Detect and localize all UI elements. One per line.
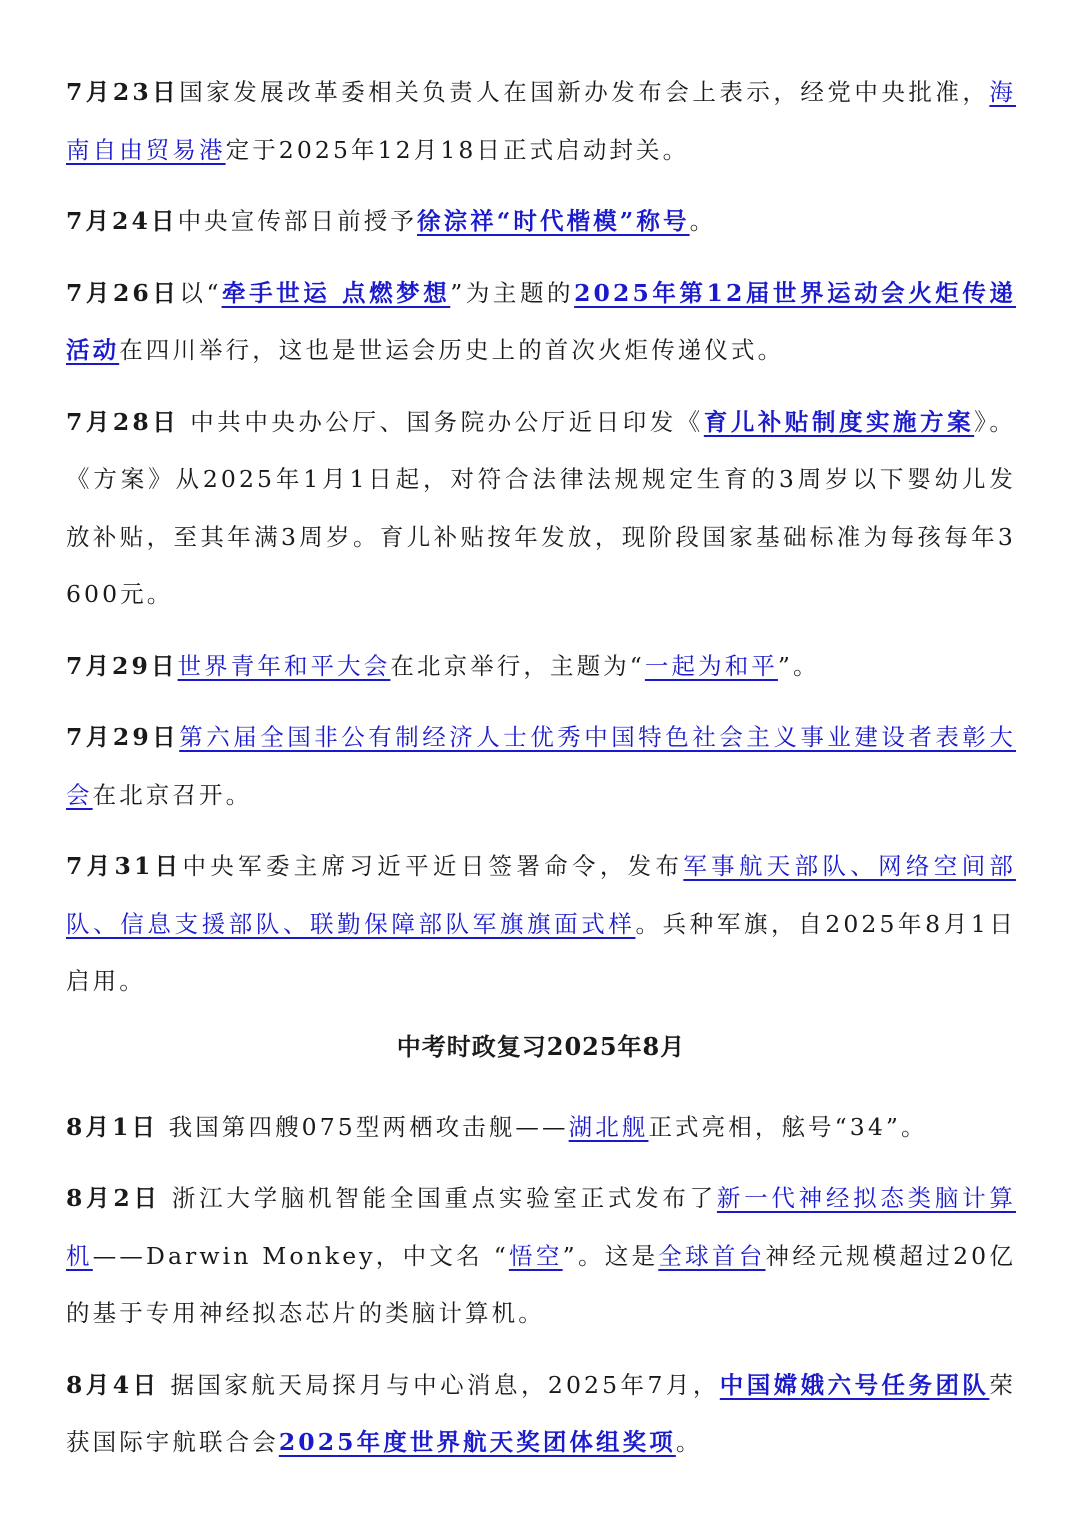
news-date: 7月29日	[66, 651, 178, 680]
news-text: 在四川举行，这也是世运会历史上的首次火炬传递仪式。	[119, 336, 785, 364]
keyword-link[interactable]: 世界青年和平大会	[177, 651, 391, 680]
news-paragraph-aug4	[66, 1357, 1016, 1472]
keyword-link[interactable]: 第六届全国非公有制经济人士优秀中国特色社会主义事业建设者表彰大会	[66, 723, 1016, 809]
news-date: 7月26日	[66, 278, 180, 307]
news-text: 中央军委主席习近平近日签署命令，发布	[182, 852, 684, 880]
news-text: 。兵种军旗，自2025年8月1日启用。	[66, 909, 1016, 995]
keyword-link[interactable]: 徐淙祥“时代楷模”称号	[416, 207, 690, 235]
news-text: 》。《方案》从2025年1月1日起，对符合法律法规规定生育的3周岁以下婴幼儿发放补贴，至其年满3周岁。育儿补贴按年发放，现阶段国家基础标准为每孩每年3600元。	[66, 407, 1017, 608]
news-date: 7月29日	[66, 723, 180, 751]
keyword-link[interactable]: 2025年度世界航天奖团体组奖项	[278, 1428, 676, 1456]
news-text: ——Darwin Monkey，中文名 “	[92, 1241, 509, 1270]
news-date: 7月31日	[66, 852, 183, 880]
news-text: ”。	[777, 651, 820, 680]
august-news-section	[66, 1099, 1016, 1472]
news-text: 定于2025年12月18日正式启动封关。	[225, 135, 690, 164]
news-text: 中共中央办公厅、国务院办公厅近日印发《	[179, 407, 704, 436]
news-paragraph-jul29b	[66, 709, 1016, 824]
news-text: 国家发展改革委相关负责人在国新办发布会上表示，经党中央批准，	[179, 78, 990, 106]
keyword-link[interactable]: 军事航天部队、网络空间部队、信息支援部队、联勤保障部队军旗旗面式样	[66, 852, 1017, 938]
news-paragraph-jul29a	[66, 638, 1016, 696]
news-paragraph-jul23	[66, 64, 1016, 179]
news-text: 在北京举行，主题为“	[390, 651, 645, 680]
news-text: 神经元规模超过20亿的基于专用神经拟态芯片的类脑计算机。	[66, 1241, 1016, 1327]
keyword-link[interactable]: 悟空	[508, 1241, 563, 1270]
news-text: 我国第四艘075型两栖攻击舰——	[158, 1112, 569, 1141]
section-heading: 中考时政复习2025年8月	[396, 1031, 686, 1061]
news-text: 正式亮相，舷号“34”。	[648, 1112, 928, 1141]
keyword-link[interactable]: 中国嫦娥六号任务团队	[719, 1370, 990, 1399]
news-text: ”为主题的	[450, 278, 575, 307]
news-date: 7月28日	[66, 407, 180, 436]
keyword-link[interactable]: 新一代神经拟态类脑计算机	[66, 1184, 1016, 1270]
news-paragraph-jul31	[66, 838, 1016, 1011]
news-text: 浙江大学脑机智能全国重点实验室正式发布了	[160, 1184, 717, 1212]
news-date: 8月4日	[66, 1370, 160, 1399]
news-text: 荣获国际宇航联合会	[66, 1370, 1016, 1456]
keyword-link[interactable]: 牵手世运 点燃梦想	[221, 278, 451, 307]
news-date: 7月23日	[66, 78, 180, 106]
news-text: 。	[675, 1428, 703, 1456]
news-date: 8月1日	[66, 1112, 159, 1141]
july-news-section	[66, 64, 1016, 1011]
news-text: 。	[689, 207, 717, 235]
news-text: 据国家航天局探月与中心消息，2025年7月，	[159, 1370, 720, 1399]
news-date: 7月24日	[66, 207, 178, 235]
document-page	[66, 64, 1016, 1486]
news-date: 8月2日	[66, 1184, 161, 1212]
keyword-link[interactable]: 2025年第12届世界运动会火炬传递活动	[66, 278, 1016, 364]
keyword-link[interactable]: 湖北舰	[568, 1112, 649, 1141]
news-text: 以“	[179, 278, 222, 307]
news-paragraph-aug2	[66, 1170, 1016, 1343]
keyword-link[interactable]: 海南自由贸易港	[66, 78, 1016, 164]
keyword-link[interactable]: 全球首台	[658, 1241, 766, 1270]
news-text: 中央宣传部日前授予	[177, 207, 417, 235]
news-text: ”。这是	[562, 1241, 659, 1270]
keyword-link[interactable]: 一起为和平	[644, 651, 778, 680]
news-paragraph-aug1	[66, 1099, 1016, 1157]
keyword-link[interactable]: 育儿补贴制度实施方案	[703, 407, 975, 436]
news-paragraph-jul26	[66, 265, 1016, 380]
news-paragraph-jul24	[66, 193, 1016, 251]
news-paragraph-jul28	[66, 394, 1016, 624]
news-text: 在北京召开。	[92, 780, 253, 809]
